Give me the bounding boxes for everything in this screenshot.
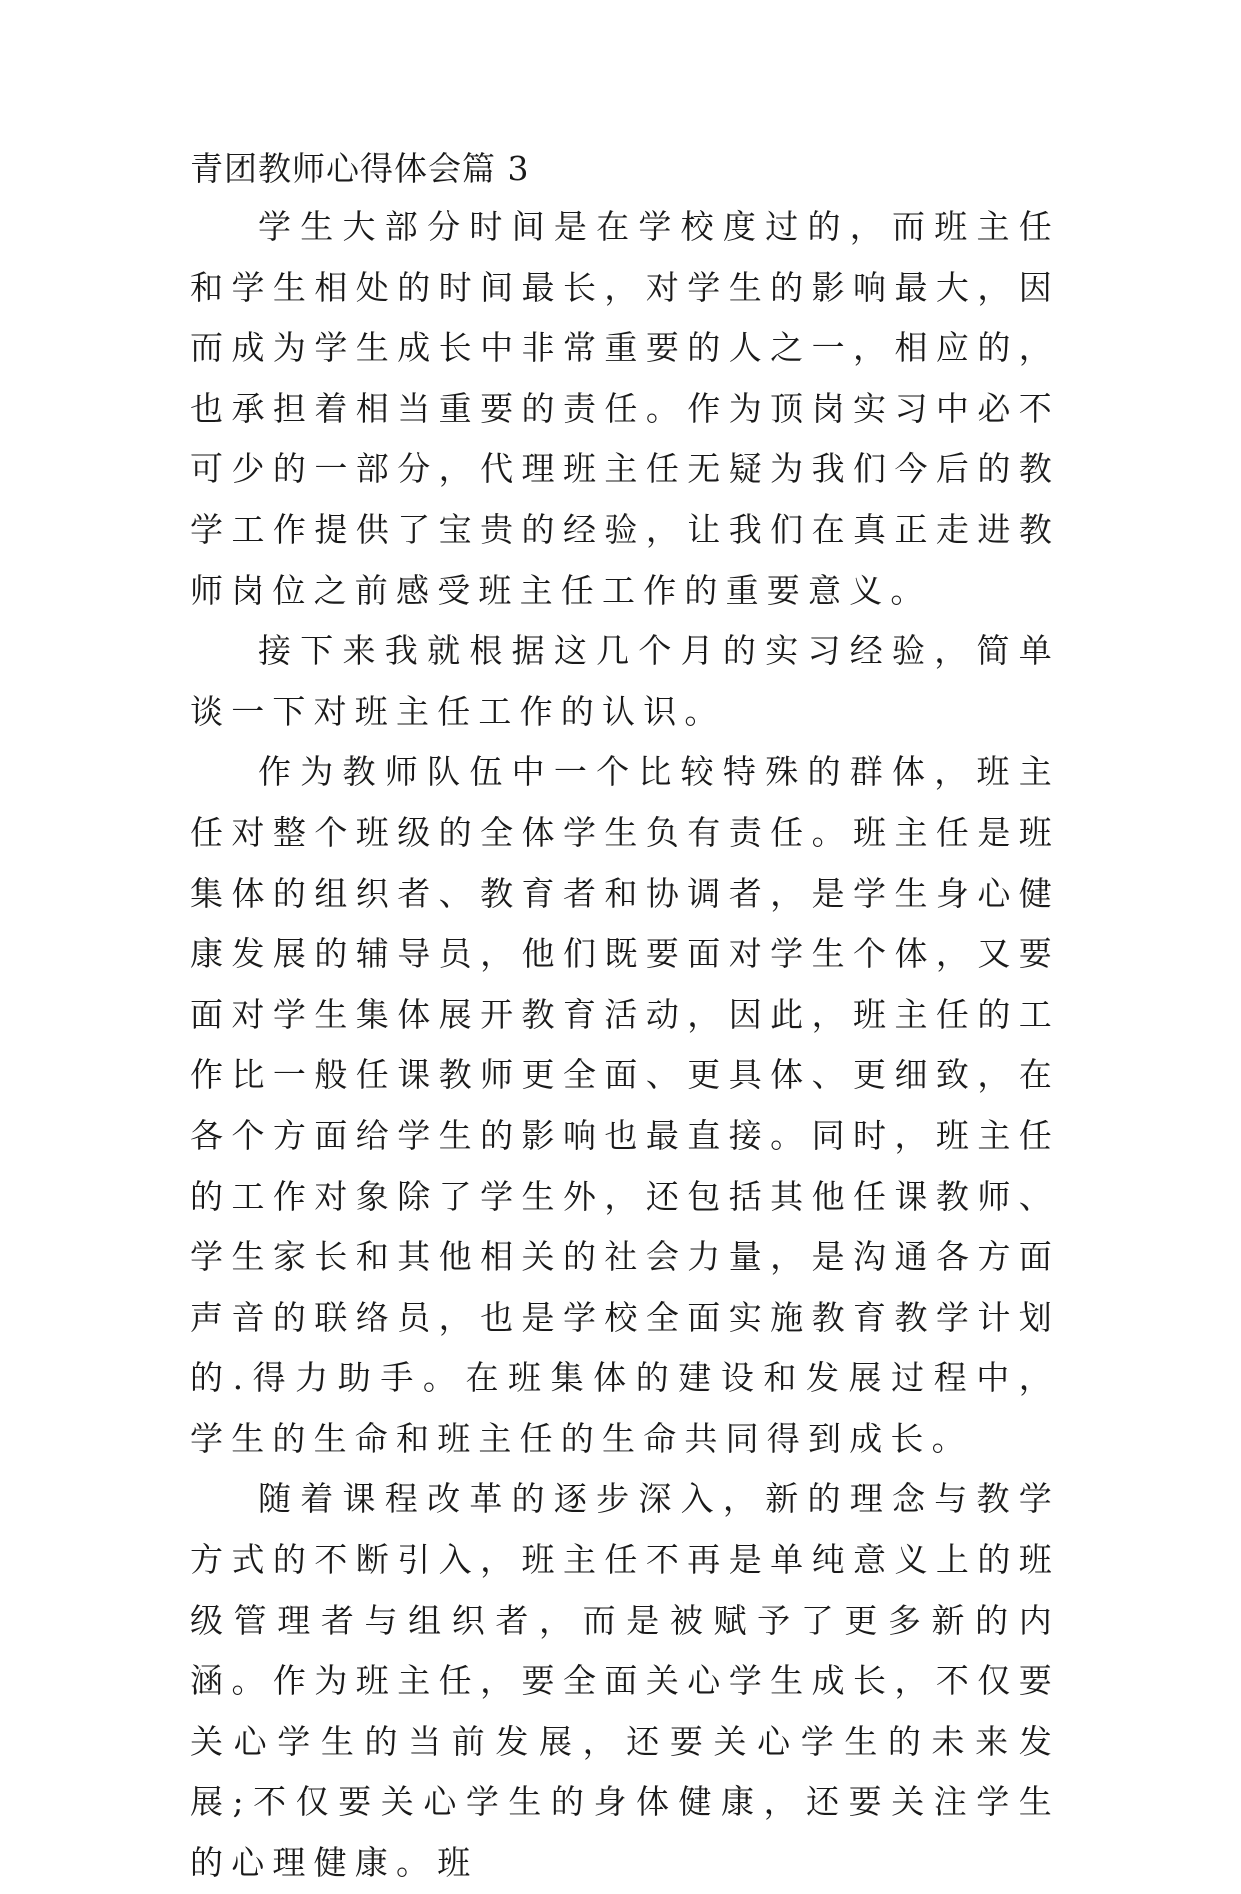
paragraph-3: 作为教师队伍中一个比较特殊的群体，班主任对整个班级的全体学生负有责任。班主任是班集体的组织者、教育者和协调者，是学生身心健康发展的辅导员，他们既要面对学生个体，又要面对学生集体展开教育活动，因此，班主任的工作比一般任课教师更全面、更具体、更细致，在各个方面给学生的影响也最直接。同时，班主任的工作对象除了学生外，还包括其他任课教师、学生家长和其他相关的社会力量，是沟通各方面声音的联络员，也是学校全面实施教育教学计划的.得力助手。在班集体的建设和发展过程中，学生的生命和班主任的生命共同得到成长。 bbox=[190, 752, 1060, 1458]
document-title: 青团教师心得体会篇 3 bbox=[190, 149, 530, 188]
paragraph-4: 随着课程改革的逐步深入，新的理念与教学方式的不断引入，班主任不再是单纯意义上的班级管理者与组织者，而是被赋予了更多新的内涵。作为班主任，要全面关心学生成长，不仅要关心学生的当前发展，还要关心学生的未来发展;不仅要关心学生的身体健康，还要关注学生的心理健康。班 bbox=[190, 1479, 1060, 1883]
paragraph-2: 接下来我就根据这几个月的实习经验，简单谈一下对班主任工作的认识。 bbox=[190, 631, 1060, 731]
document-page bbox=[190, 140, 1060, 1894]
paragraph-1: 学生大部分时间是在学校度过的，而班主任和学生相处的时间最长，对学生的影响最大，因而成为学生成长中非常重要的人之一，相应的，也承担着相当重要的责任。作为顶岗实习中必不可少的一部分，代理班主任无疑为我们今后的教学工作提供了宝贵的经验，让我们在真正走进教师岗位之前感受班主任工作的重要意义。 bbox=[190, 207, 1060, 610]
